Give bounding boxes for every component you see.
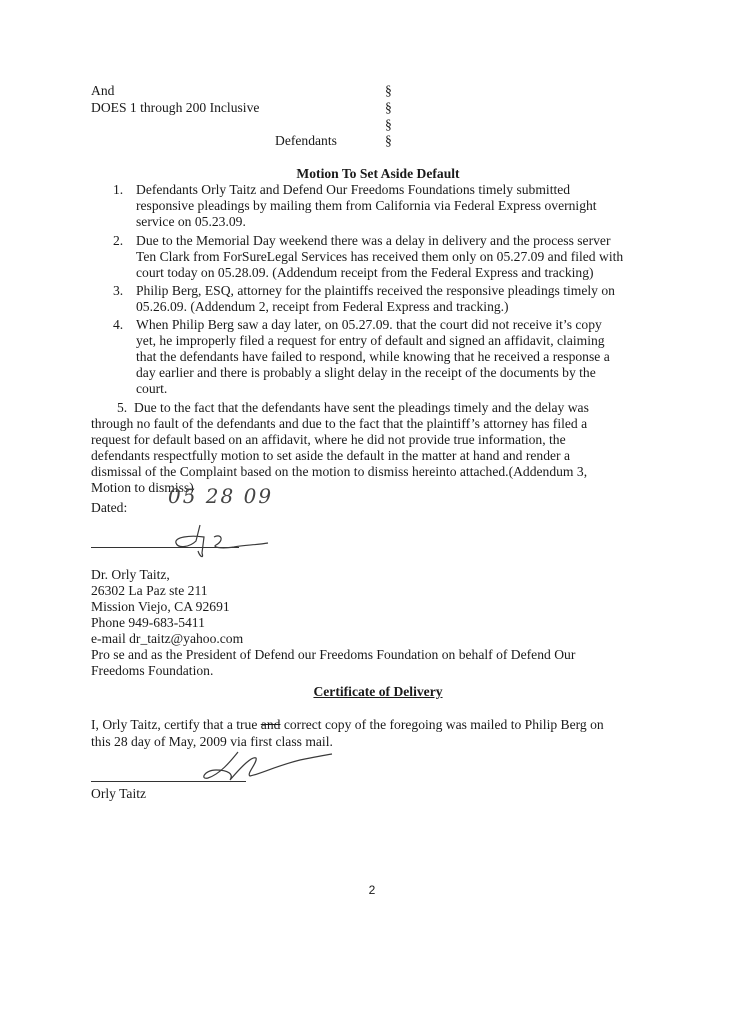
item-line: responsive pleadings by mailing them from California via Federal Express overnight	[136, 198, 597, 213]
item-line-text: Due to the fact that the defendants have sent the pleadings timely and the delay was	[134, 400, 589, 415]
motion-item-1	[136, 182, 597, 230]
item-line: through no fault of the defendants and due to the fact that the plaintiff’s attorney has filed a	[91, 416, 588, 431]
struck-text: and	[260, 717, 281, 732]
motion-item-3	[136, 283, 615, 315]
section-mark: §	[385, 133, 392, 148]
item-line: Philip Berg, ESQ, attorney for the plaintiffs received the responsive pleadings timely on	[136, 283, 615, 298]
signer-line: Freedoms Foundation.	[91, 663, 214, 678]
motion-item-5	[117, 400, 589, 416]
item-line: Motion to dismiss)	[91, 480, 194, 495]
item-line: Defendants Orly Taitz and Defend Our Freedoms Foundations timely submitted	[136, 182, 571, 197]
item-line: yet, he improperly filed a request for entry of default and signed an affidavit, claiming	[136, 333, 605, 348]
signature-scribble	[180, 740, 340, 790]
item-line: court today on 05.28.09. (Addendum receipt from the Federal Express and tracking)	[136, 265, 594, 280]
signer-line: e-mail dr_taitz@yahoo.com	[91, 631, 244, 646]
certificate-text: I, Orly Taitz, certify that a true	[91, 717, 261, 732]
signer-line: Pro se and as the President of Defend our Freedoms Foundation on behalf of Defend Our	[91, 647, 576, 662]
dated-label: Dated:	[91, 500, 128, 515]
signer-line: 26302 La Paz ste 211	[91, 583, 208, 598]
signer-line: Phone 949-683-5411	[91, 615, 205, 630]
item-line: service on 05.23.09.	[136, 214, 246, 229]
handwritten-date: 05 28 09	[168, 484, 274, 508]
page-number: 2	[368, 883, 376, 897]
signature-scribble	[160, 515, 280, 565]
motion-item-2	[136, 233, 623, 281]
item-line: court.	[136, 381, 168, 396]
item-line: request for default based on an affidavit, where he did not provide true information, the	[91, 432, 566, 447]
item-line	[117, 400, 589, 416]
section-mark: §	[385, 117, 392, 132]
item-line: When Philip Berg saw a day later, on 05.27.09. that the court did not receive it’s copy	[136, 317, 602, 332]
section-mark: §	[385, 83, 392, 98]
caption-and: And	[91, 83, 115, 98]
caption-defendants: Defendants	[275, 133, 337, 148]
item-number: 4.	[113, 317, 124, 332]
certificate-text: correct copy of the foregoing was mailed to Philip Berg on	[280, 717, 604, 732]
item-line: Ten Clark from ForSureLegal Services has received them only on 05.27.09 and filed with	[136, 249, 624, 264]
item-number: 5.	[117, 400, 128, 415]
signer-line: Dr. Orly Taitz,	[91, 567, 170, 582]
item-line: defendants respectfully motion to set aside the default in the matter at hand and render a	[91, 448, 571, 463]
item-line: dismissal of the Complaint based on the motion to dismiss hereinto attached.(Addendum 3,	[91, 464, 588, 479]
caption-does: DOES 1 through 200 Inclusive	[91, 100, 260, 115]
certificate-line-2: this 28 day of May, 2009 via first class mail.	[91, 734, 333, 749]
item-number: 1.	[113, 182, 124, 197]
certificate-signer-name: Orly Taitz	[91, 786, 147, 801]
item-number: 3.	[113, 283, 124, 298]
motion-title: Motion To Set Aside Default	[296, 166, 460, 181]
signer-line: Mission Viejo, CA 92691	[91, 599, 230, 614]
certificate-line-1	[91, 717, 604, 733]
item-number: 2.	[113, 233, 124, 248]
certificate-title: Certificate of Delivery	[313, 684, 443, 699]
item-line: day earlier and there is probably a slight delay in the receipt of the documents by the	[136, 365, 596, 380]
motion-item-4	[136, 317, 610, 397]
section-mark: §	[385, 100, 392, 115]
item-line: Due to the Memorial Day weekend there was a delay in delivery and the process server	[136, 233, 611, 248]
motion-item-5-cont	[91, 416, 587, 496]
item-line: 05.26.09. (Addendum 2, receipt from Federal Express and tracking.)	[136, 299, 509, 314]
item-line: that the defendants have failed to respond, while knowing that he received a response a	[136, 349, 610, 364]
signer-block	[91, 567, 575, 679]
